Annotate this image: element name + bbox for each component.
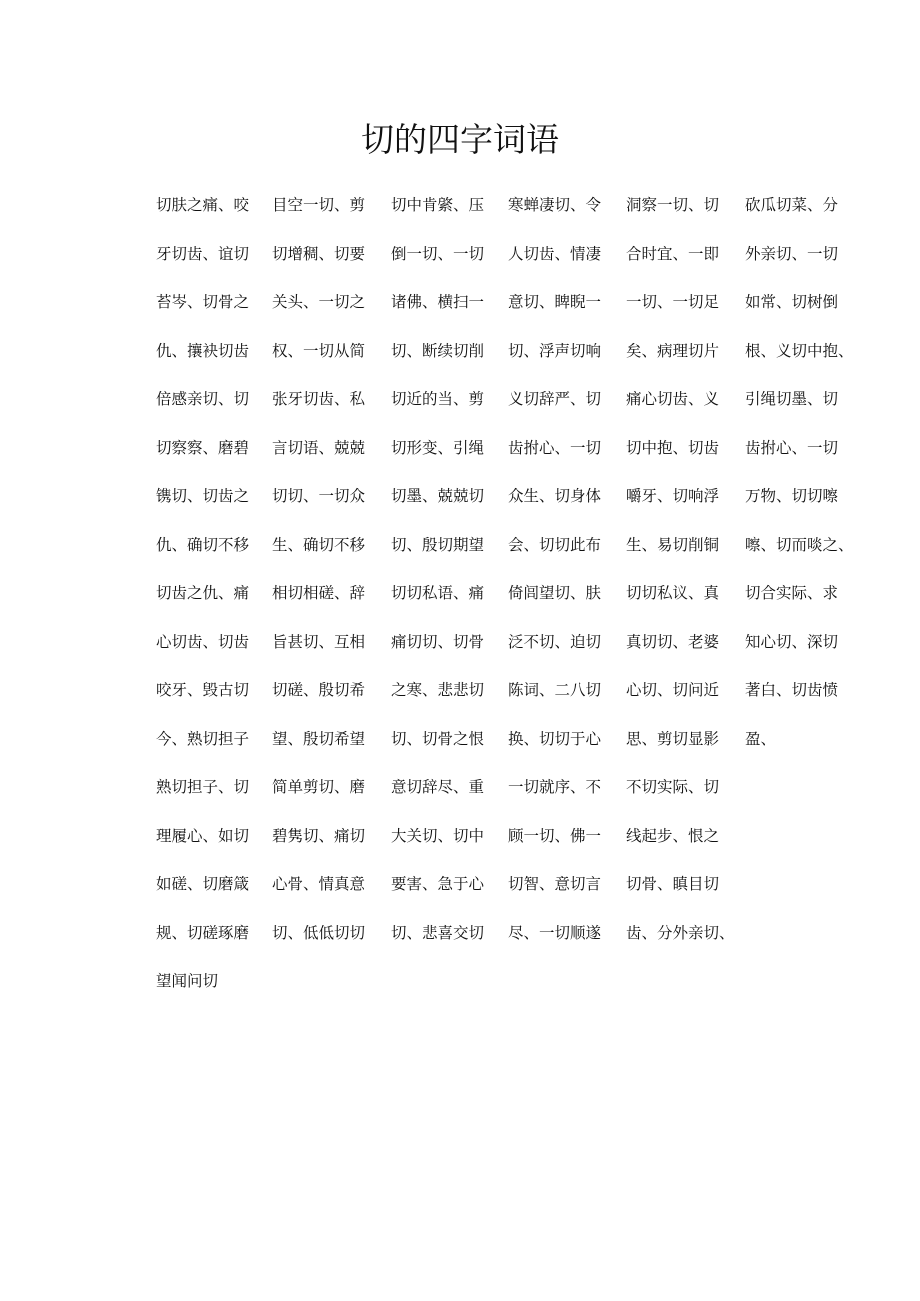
word-fragment: 心切齿、切齿	[156, 632, 250, 651]
word-fragment: 切、断续切削	[391, 341, 485, 360]
word-fragment: 嚼牙、切响浮	[626, 487, 720, 505]
text-line	[156, 580, 839, 629]
text-line	[156, 289, 839, 338]
word-fragment: 倒一切、一切	[391, 244, 485, 263]
word-fragment: 之寒、悲悲切	[391, 681, 485, 699]
word-fragment: 张牙切齿、私	[272, 390, 366, 408]
word-fragment: 切察察、磨碧	[156, 438, 250, 457]
word-fragment: 切肤之痛、咬	[156, 196, 250, 214]
word-fragment: 切增稠、切要	[272, 244, 366, 263]
text-line	[156, 483, 839, 532]
word-fragment: 齿拊心、一切	[508, 438, 602, 457]
word-fragment: 牙切齿、谊切	[156, 244, 250, 263]
word-fragment: 切、低低切切	[272, 923, 366, 942]
word-fragment: 切切私议、真	[626, 584, 720, 602]
word-fragment: 相切相磋、辞	[272, 584, 366, 602]
text-line	[156, 338, 854, 387]
word-fragment: 切形变、引绳	[391, 438, 485, 457]
text-line	[156, 920, 836, 969]
word-fragment: 苔岑、切骨之	[156, 293, 250, 311]
word-fragment: 碧隽切、痛切	[272, 826, 366, 845]
word-fragment: 切磋、殷切希	[272, 681, 366, 699]
word-fragment: 盈、	[745, 729, 777, 748]
word-fragment: 要害、急于心	[391, 875, 485, 893]
word-fragment: 意切、睥睨一	[508, 293, 602, 311]
word-fragment: 知心切、深切	[745, 632, 839, 651]
word-fragment: 齿、分外亲切、	[626, 923, 735, 942]
word-fragment: 权、一切从简	[272, 341, 366, 360]
text-line	[156, 823, 836, 872]
text-line	[156, 871, 836, 920]
word-fragment: 生、易切削铜	[626, 535, 720, 554]
word-fragment: 仇、攘袂切齿	[156, 341, 250, 360]
word-list	[156, 192, 854, 994]
word-fragment: 望、殷切希望	[272, 729, 366, 748]
word-fragment: 寒蝉凄切、令	[508, 196, 602, 214]
word-fragment: 诸佛、横扫一	[391, 293, 485, 311]
word-fragment: 不切实际、切	[626, 778, 720, 796]
word-fragment: 切智、意切言	[508, 875, 602, 893]
word-fragment: 痛切切、切骨	[391, 632, 485, 651]
word-fragment: 镌切、切齿之	[156, 487, 250, 505]
word-fragment: 嚓、切而啖之、	[745, 535, 854, 554]
word-fragment: 泛不切、迫切	[508, 632, 602, 651]
word-fragment: 人切齿、情凄	[508, 244, 602, 263]
word-fragment: 思、剪切显影	[626, 729, 720, 748]
word-fragment: 关头、一切之	[272, 293, 366, 311]
word-fragment: 切、切骨之恨	[391, 729, 485, 748]
word-fragment: 切骨、瞋目切	[626, 875, 720, 893]
word-fragment: 合时宜、一即	[626, 244, 720, 263]
word-fragment: 咬牙、毁古切	[156, 681, 250, 699]
word-fragment: 望闻问切	[156, 972, 219, 990]
word-fragment: 线起步、恨之	[626, 826, 720, 845]
word-fragment: 旨甚切、互相	[272, 632, 366, 651]
word-fragment: 切近的当、剪	[391, 390, 485, 408]
word-fragment: 心切、切问近	[626, 681, 720, 699]
word-fragment: 众生、切身体	[508, 487, 602, 505]
word-fragment: 仇、确切不移	[156, 535, 250, 554]
word-fragment: 理履心、如切	[156, 826, 250, 845]
word-fragment: 顾一切、佛一	[508, 826, 602, 845]
word-fragment: 齿拊心、一切	[745, 438, 839, 457]
word-fragment: 言切语、兢兢	[272, 438, 366, 457]
word-fragment: 尽、一切顺遂	[508, 923, 602, 942]
word-fragment: 痛心切齿、义	[626, 390, 720, 408]
word-fragment: 生、确切不移	[272, 535, 366, 554]
word-fragment: 今、熟切担子	[156, 729, 250, 748]
word-fragment: 矣、病理切片	[626, 341, 720, 360]
text-line	[156, 968, 836, 994]
word-fragment: 切、殷切期望	[391, 535, 485, 554]
word-fragment: 意切辞尽、重	[391, 778, 485, 796]
word-fragment: 规、切磋琢磨	[156, 923, 250, 942]
word-fragment: 切切、一切众	[272, 487, 366, 505]
word-fragment: 砍瓜切菜、分	[745, 196, 839, 214]
word-fragment: 一切就序、不	[508, 778, 602, 796]
word-fragment: 切中肯綮、压	[391, 196, 485, 214]
text-line	[156, 192, 839, 241]
word-fragment: 如磋、切磨箴	[156, 875, 250, 893]
word-fragment: 外亲切、一切	[745, 244, 839, 263]
word-fragment: 倍感亲切、切	[156, 390, 250, 408]
word-fragment: 熟切担子、切	[156, 778, 250, 796]
word-fragment: 万物、切切嚓	[745, 487, 839, 505]
text-line	[156, 726, 836, 775]
word-fragment: 一切、一切足	[626, 293, 720, 311]
word-fragment: 大关切、切中	[391, 826, 485, 845]
word-fragment: 切墨、兢兢切	[391, 487, 485, 505]
word-fragment: 陈词、二八切	[508, 681, 602, 699]
word-fragment: 切切私语、痛	[391, 584, 485, 602]
word-fragment: 如常、切树倒	[745, 293, 839, 311]
word-fragment: 切、悲喜交切	[391, 923, 485, 942]
page-title: 切的四字词语	[361, 120, 559, 159]
word-fragment: 目空一切、剪	[272, 196, 366, 214]
word-fragment: 义切辞严、切	[508, 390, 602, 408]
text-line	[156, 386, 839, 435]
word-fragment: 洞察一切、切	[626, 196, 720, 214]
word-fragment: 引绳切墨、切	[745, 390, 839, 408]
word-fragment: 根、义切中抱、	[745, 341, 854, 360]
word-fragment: 切中抱、切齿	[626, 438, 720, 457]
word-fragment: 切齿之仇、痛	[156, 584, 250, 602]
word-fragment: 切合实际、求	[745, 584, 839, 602]
text-line	[156, 774, 836, 823]
word-fragment: 倚闾望切、肤	[508, 584, 602, 602]
word-fragment: 著白、切齿愤	[745, 681, 839, 699]
word-fragment: 真切切、老婆	[626, 632, 720, 651]
text-line	[156, 677, 839, 726]
word-fragment: 心骨、情真意	[272, 875, 366, 893]
text-line	[156, 532, 854, 581]
word-fragment: 简单剪切、磨	[272, 778, 366, 796]
word-fragment: 换、切切于心	[508, 729, 602, 748]
text-line	[156, 241, 839, 290]
word-fragment: 会、切切此布	[508, 535, 602, 554]
text-line	[156, 435, 839, 484]
text-line	[156, 629, 839, 678]
word-fragment: 切、浮声切响	[508, 341, 602, 360]
